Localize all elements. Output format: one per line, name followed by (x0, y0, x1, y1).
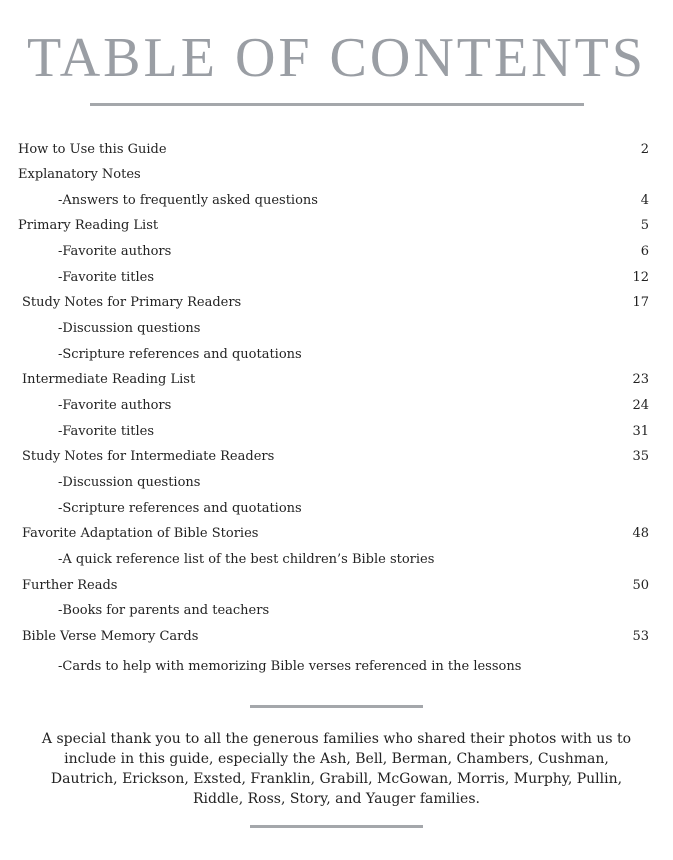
toc-entry (0, 524, 673, 544)
toc-entry (0, 140, 673, 160)
toc-entry (0, 293, 673, 313)
toc-entry (0, 627, 673, 647)
toc-subentry (0, 499, 673, 519)
toc-entry-page: 4 (640, 193, 649, 208)
toc-entry (0, 165, 673, 185)
toc-entry (0, 216, 673, 236)
toc-entry-page: 2 (640, 142, 649, 157)
toc-entry-label: -Answers to frequently asked questions (58, 193, 318, 208)
toc-subentry (0, 396, 673, 416)
toc-entry-label: -Discussion questions (58, 321, 201, 336)
toc-entry-label: -Favorite titles (58, 424, 155, 439)
page-title: TABLE OF CONTENTS (27, 27, 646, 89)
toc-entry-page: 31 (632, 424, 649, 439)
toc-entry (0, 447, 673, 467)
toc-entry-label: -Favorite authors (58, 244, 172, 259)
toc-subentry (0, 422, 673, 442)
toc-entry (0, 370, 673, 390)
toc-entry-label: -Cards to help with memorizing Bible verses referenced in the lessons (58, 659, 522, 674)
toc-entry (0, 576, 673, 596)
toc-entry-page: 50 (632, 578, 649, 593)
toc-entry-label: -Favorite titles (58, 270, 155, 285)
toc-entry-page: 23 (632, 372, 649, 387)
toc-entry-page: 53 (632, 629, 649, 644)
toc-entry-page: 24 (632, 398, 649, 413)
toc-entry-label: How to Use this Guide (18, 142, 167, 157)
toc-subentry (0, 191, 673, 211)
toc-subentry (0, 319, 673, 339)
toc-subentry (0, 345, 673, 365)
toc-subentry (0, 242, 673, 262)
toc-entry-page: 48 (632, 526, 649, 541)
toc-entry-label: Further Reads (22, 578, 118, 593)
acknowledgement-text: A special thank you to all the generous families who shared their photos with us to include in this guide, especially the Ash, Bell, Berman, Chambers, Cushman, Dautrich, Erickson, Exsted, Franklin, Grabill, McGowan, Morris, Murphy, Pullin, Riddle, Ross, Story, and Yauger families. (41, 731, 632, 807)
toc-subentry (0, 657, 673, 677)
toc-subentry (0, 550, 673, 570)
footer-divider (250, 825, 423, 828)
toc-entry-label: Primary Reading List (18, 218, 159, 233)
toc-entry-page: 12 (632, 270, 649, 285)
toc-entry-page: 6 (640, 244, 649, 259)
toc-subentry (0, 268, 673, 288)
toc-entry-label: Bible Verse Memory Cards (22, 629, 199, 644)
toc-entry-label: -Discussion questions (58, 475, 201, 490)
toc-subentry (0, 601, 673, 621)
title-divider (90, 103, 584, 106)
toc-entry-label: -Favorite authors (58, 398, 172, 413)
toc-entry-label: -Scripture references and quotations (58, 347, 302, 362)
toc-entry-label: Study Notes for Intermediate Readers (22, 449, 275, 464)
toc-entry-page: 17 (632, 295, 649, 310)
toc-entry-label: Intermediate Reading List (22, 372, 196, 387)
toc-entry-label: Explanatory Notes (18, 167, 141, 182)
toc-entry-label: Study Notes for Primary Readers (22, 295, 242, 310)
section-divider (250, 705, 423, 708)
toc-subentry (0, 473, 673, 493)
toc-entry-page: 35 (632, 449, 649, 464)
toc-entry-label: -Books for parents and teachers (58, 603, 270, 618)
toc-entry-label: -Scripture references and quotations (58, 501, 302, 516)
toc-entry-label: Favorite Adaptation of Bible Stories (22, 526, 259, 541)
toc-entry-label: -A quick reference list of the best children’s Bible stories (58, 552, 435, 567)
toc-entry-page: 5 (640, 218, 649, 233)
